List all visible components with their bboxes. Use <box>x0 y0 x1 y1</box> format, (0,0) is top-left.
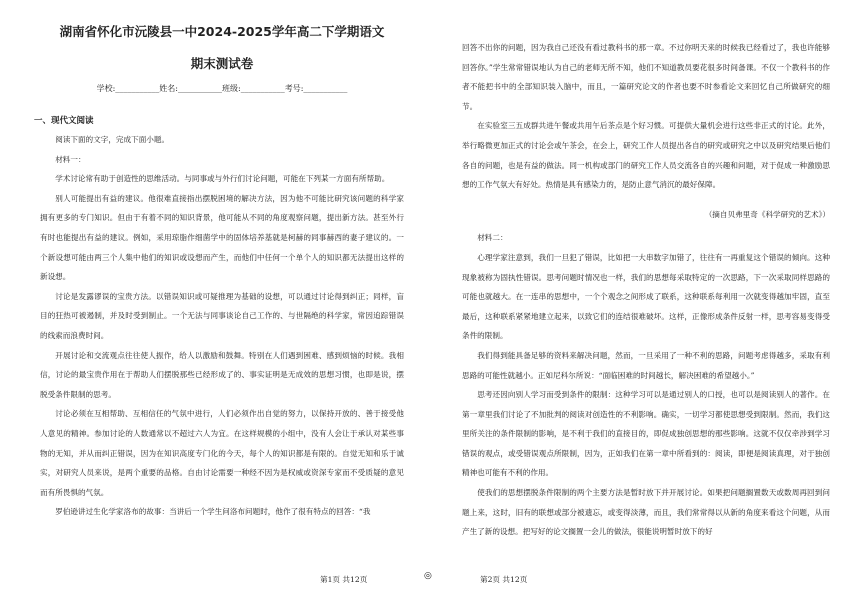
material-label: 材料二： <box>477 233 508 243</box>
paragraph: 罗伯逊讲过生化学家洛布的故事：当讲后一个学生问洛布问题时，他作了很有特点的回答：“我 <box>55 507 371 517</box>
paragraph: 使我们的思想摆脱条件限制的两个主要方法是暂时放下并开展讨论。如果把问题搁置数天或数周再回到问题上来，这时，旧有的联想或部分被遗忘，或变得淡薄，而且，我们常常得以从新的角度来看这个问题，从而产生了新的设想。把写好的论文搁置一会儿的做法，很能说明暂时放下的好 <box>462 488 830 537</box>
paragraph: 讨论必须在互相帮助、互相信任的气氛中进行，人们必须作出自觉的努力，以保持开放的、善于接受他人意见的精神。参加讨论的人数通常以不超过六人为宜。在这样规模的小组中，没有人会让于承认对某些事物的无知，并从而纠正错误，因为在知识高度专门化的今天，每个人的知识都是有限的。自觉无知和乐于诚实，对研究人员来说，是两个重要的品格。自由讨论需要一种经不因为是权威或资深专家而不受质疑的意见而有所畏惧的气氛。 <box>40 409 404 497</box>
material-label: 材料一： <box>55 154 86 164</box>
paragraph: 思考还因向别人学习而受到条件的限制：这种学习可以是通过别人的口授，也可以是阅读别人的著作。在第一章里我们讨论了不加批判的阅读对创造性的不利影响。确实，一切学习都使思想受到限制。然而，我们这里所关注的条件限制的影响，是不利于我们的直接目的，即促成独创思想的那些影响。这就不仅仅牵涉到学习错误的观点，或受错误观点所限制，因为，正如我们在第一章中所看到的：阅读，即便是阅读真理，对于独创精神也可能有不利的作用。 <box>462 390 830 478</box>
section-heading: 一、现代文阅读 <box>34 116 94 126</box>
right-page <box>430 0 860 607</box>
student-info-line: 学校:___________姓名:___________班级:___________考号:___________ <box>96 84 348 93</box>
source-citation: （摘自贝弗里奇《科学研究的艺术》） <box>704 209 830 219</box>
paragraph: 开展讨论和交流观点往往使人振作，给人以激励和鼓舞。特别在人们遇到困难、感到烦恼的时候。我相信，讨论的最宝贵作用在于帮助人们摆脱那些已经形成了的、事实证明是无成效的思想习惯，也即是说，摆脱受条件限制的思考。 <box>40 350 404 399</box>
page-number-left: 第1页 共12页 <box>320 575 368 584</box>
page-number-right: 第2页 共12页 <box>480 575 528 584</box>
paragraph: 别人可能提出有益的建议。他很难直接指出摆脱困境的解决方法，因为他不可能比研究该问题的科学家拥有更多的专门知识。但由于有着不同的知识背景，他可能从不同的角度观察问题，提出新方法。甚至外行有时也能提出有益的建议。例如，采用琼脂作细菌学中的固体培养基就是柯赫的同事赫西的妻子建议的。一个新设想可能由两三个人集中他们的知识或设想而产生，而他们中任何一个单个人的知识都无法提出这样的新设想。 <box>40 193 404 282</box>
paragraph: 在实验室三五成群共进午餐或共用午后茶点是个好习惯。可提供大量机会进行这些非正式的讨论。此外，举行略微更加正式的讨论会或午茶会，在会上，研究工作人员提出各自的研究或研究之中以及研究结果后他们各自的问题，也是有益的做法。同一机构或部门的研究工作人员交流各自的兴趣和问题，对于促成一种激励思想的工作气氛大有好处。热情是具有感染力的，是防止意气消沉的最好保障。 <box>462 121 830 190</box>
paragraph: 我们得到能具备足够的资料来解决问题，然而，一旦采用了一种不利的思路，问题考虑得越多，采取有利思路的可能性就越小。正如尼科尔所说：“面临困难的时间越长，解决困难的希望越小。” <box>462 350 830 380</box>
exam-subtitle: 期末测试卷 <box>190 56 254 71</box>
center-mark-icon: ◎ <box>424 571 432 581</box>
instruction: 阅读下面的文字，完成下面小题。 <box>55 135 170 144</box>
paragraph: 讨论是发露谬误的宝贵方法。以错误知识或可疑推理为基础的设想，可以通过讨论得到纠正；同样，盲目的狂热可被遏制，并及时受到制止。一个无法与同事谈论自己工作的、与世隔绝的科学家，常因追踪错误的线索而浪费时间。 <box>40 291 404 340</box>
paragraph: 学术讨论常有助于创造性的思维活动。与同事或与外行们讨论问题，可能在下列某一方面有所帮助。 <box>55 174 390 184</box>
exam-title: 湖南省怀化市沅陵县一中2024-2025学年高二下学期语文 <box>59 24 385 39</box>
paragraph: 心理学家注意到，我们一旦犯了错误，比如把一大串数字加错了，往往有一再重复这个错误的倾向。这种现象被称为固执性错误。思考问题时情况也一样，我们的思想每采取特定的一次思路，下一次采取同样思路的可能也就越大。在一连串的思想中，一个个观念之间形成了联系，这种联系每利用一次就变得越加牢固，直至最后，这种联系紧紧地建立起来，以致它们的连结很难破坏。这样，正像形成条件反射一样，思考容易变得受条件的限制。 <box>462 252 830 341</box>
paragraph: 回答不出你的问题，因为我自己还没有看过教科书的那一章。不过你明天来的时候我已经看过了，我也许能够回答你。”学生常常错误地认为自己的老师无所不知，他们不知道教员要花很多时间备课。不仅一个教科书的作者不能把书中的全部知识装入脑中，而且，一篇研究论文的作者也要不时参看论文来回忆自己所做研究的细节。 <box>462 43 830 111</box>
